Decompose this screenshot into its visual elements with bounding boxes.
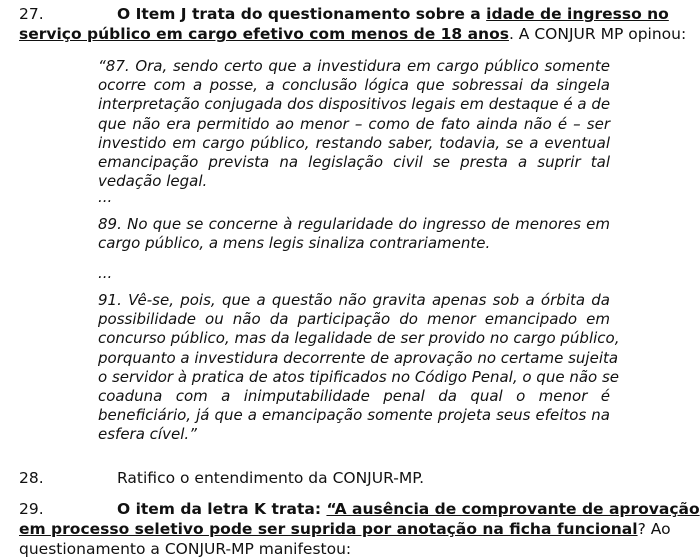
p27-number: 27. <box>19 5 44 23</box>
quote-line: ocorre com a posse, a conclusão lógica que sobressai da singela <box>98 76 610 95</box>
paragraph-27 <box>19 4 687 44</box>
p29-line-3: questionamento a CONJUR-MP manifestou: <box>19 540 352 558</box>
quote-line: 91. Vê-se, pois, que a questão não gravita apenas sob a órbita da <box>98 291 610 309</box>
quote-ellipsis-2 <box>98 264 610 283</box>
paragraph-28 <box>19 468 609 488</box>
quote-line: 89. No que se concerne à regularidade do ingresso de menores em <box>98 215 610 233</box>
p28-text: Ratifico o entendimento da CONJUR-MP. <box>117 469 425 487</box>
quote-89 <box>98 215 610 253</box>
p29-line-2 <box>19 519 671 539</box>
quote-line: o servidor à pratica de atos tipificados no Código Penal, o que não se <box>98 367 620 386</box>
p28-number: 28. <box>19 469 44 487</box>
quote-91 <box>98 291 620 445</box>
p27-line-1 <box>19 4 669 24</box>
quote-line: que não era permitido ao menor – como de fato ainda não é – ser <box>98 114 610 133</box>
quote-line: esfera cível.” <box>98 425 197 444</box>
quote-line: beneficiário, já que a emancipação somente projeta seus efeitos na <box>98 406 610 425</box>
quote-line: vedação legal. <box>98 172 208 191</box>
quote-line: emancipação prevista na legislação civil se presta a suprir tal <box>98 153 610 172</box>
p29-bold-lead: O item da letra K trata: <box>117 500 327 518</box>
ellipsis: ... <box>98 188 113 206</box>
p29-line-1 <box>19 499 700 519</box>
p29-underlined-2: em processo seletivo pode ser suprida por anotação na ficha funcional <box>19 520 638 538</box>
quote-ellipsis-1 <box>98 188 610 207</box>
ellipsis: ... <box>98 264 113 282</box>
quote-87 <box>98 57 610 191</box>
p27-bold-lead: O Item J trata do questionamento sobre a <box>117 5 487 23</box>
p29-number: 29. <box>19 500 44 518</box>
quote-line: “87. Ora, sendo certo que a investidura em cargo público somente <box>98 57 610 75</box>
p27-underlined-1: idade de ingresso no <box>486 5 669 23</box>
quote-line: interpretação conjugada dos dispositivos legais em destaque é a de <box>98 95 611 114</box>
p29-underlined-1: “A ausência de comprovante de aprovação <box>326 500 700 518</box>
quote-line: concurso público, mas da legalidade de ser provido no cargo público, <box>98 329 620 348</box>
quote-line: porquanto a investidura decorrente de aprovação no certame sujeita <box>98 348 619 367</box>
p27-underlined-2: serviço público em cargo efetivo com menos de 18 anos <box>19 25 509 43</box>
p29-rest: ? Ao <box>637 520 671 538</box>
p27-rest: . A CONJUR MP opinou: <box>508 25 687 43</box>
paragraph-29 <box>19 499 700 559</box>
quote-line: possibilidade ou não da participação do menor emancipado em <box>98 310 610 329</box>
quote-line: cargo público, a mens legis sinaliza contrariamente. <box>98 234 491 253</box>
quote-line: coaduna com a inimputabilidade penal da qual o menor é <box>98 387 610 406</box>
quote-line: investido em cargo público, restando saber, todavia, se a eventual <box>98 133 610 152</box>
p27-line-2 <box>19 24 687 44</box>
